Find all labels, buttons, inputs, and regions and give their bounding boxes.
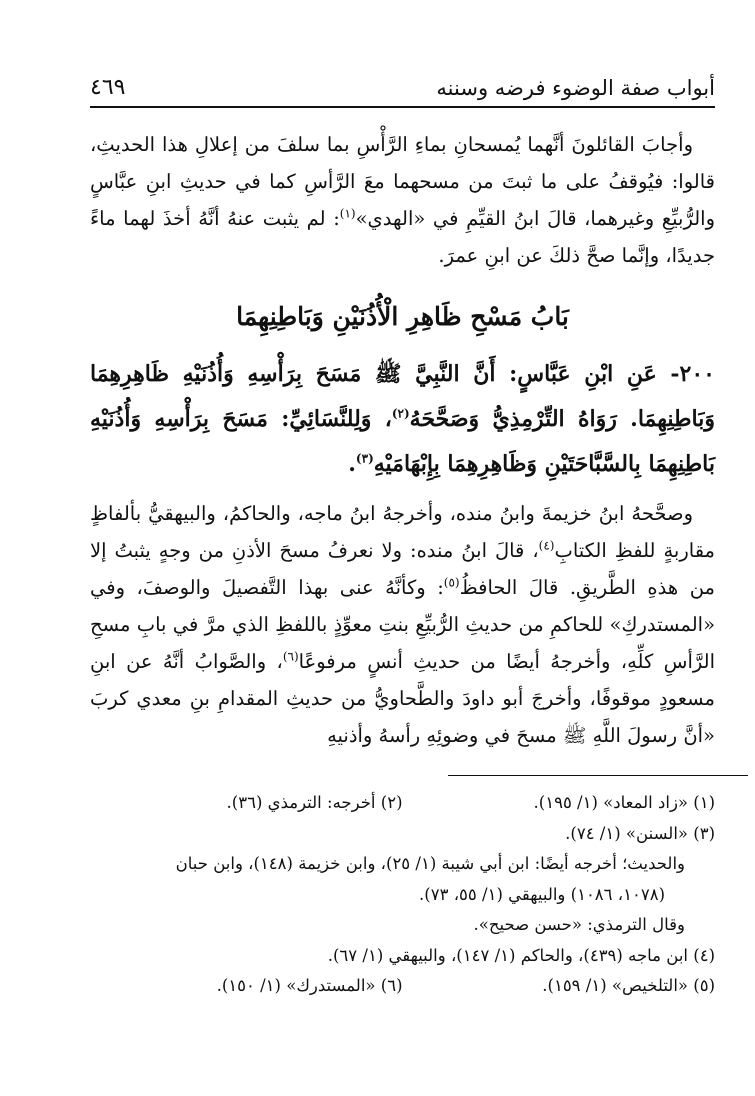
paragraph-text: وأجابَ القائلونَ أنَّهما يُمسحانِ بماءِ الرَّأْسِ بما سلفَ من إعلالِ هذا الحديثِ، قالوا: فيُوقفُ على ما ثبتَ من مسحهما معَ الرَّأسِ كما في حديثِ ابنِ عبَّاسٍ والرُّبيِّعِ وغيرهما، قالَ ابنُ القيِّمِ في «الهدي» — [90, 133, 715, 230]
hadith-text: . — [348, 451, 356, 477]
footnote-ref: (٣) — [355, 451, 374, 466]
footnote-4: (٤) ابن ماجه (٤٣٩)، والحاكم (١/ ١٤٧)، والبيهقي (١/ ٦٧). — [327, 945, 715, 965]
chapter-title: بَابُ مَسْحِ ظَاهِرِ الْأُذُنَيْنِ وَبَاطِنِهِمَا — [236, 302, 569, 331]
footnote-2: (٢) أخرجه: الترمذي (٣٦). — [226, 793, 403, 812]
paragraph-text: ، والصَّوابُ أنَّهُ عن ابنِ مسعودٍ موقوفًا، وأخرجَ أبو داودَ والطَّحاويُّ من حديثِ المقدامِ بنِ معدي كربَ «أنَّ رسولَ اللَّهِ ﷺ مسحَ في وضوئِهِ رأسهُ وأذنيهِ — [90, 650, 715, 747]
paragraph-text: : وكأنَّهُ عنى بهذا التَّفصيلَ والوصفَ، وفي «المستدركِ» للحاكمِ من حديثِ الرُّبيِّعِ بنتِ معوِّذٍ باللفظِ الذي مرَّ في بابِ مسحِ الرَّأسِ كلِّهِ، وأخرجهُ أيضًا من حديثِ أنسٍ مرفوعًا — [90, 576, 715, 673]
paragraph-text: ، قالَ ابنُ منده: ولا نعرفُ مسحَ الأذنِ من وجهٍ يثبتُ إلا من هذهِ الطَّريقِ. قالَ الحافظُ — [90, 539, 715, 599]
footnotes — [90, 788, 715, 1002]
footnote-5: (٥) «التلخيص» (١/ ١٥٩). — [542, 976, 715, 995]
paragraph-text: : لم يثبت عنهُ أنَّهُ أخذَ لهما ماءً جديدًا، وإنَّما صحَّ ذلكَ عن ابنِ عمرَ. — [90, 207, 715, 267]
hadith-200 — [90, 352, 715, 487]
footnote-6: (٦) «المستدرك» (١/ ١٥٠). — [216, 976, 403, 995]
footnote-ref: (٦) — [282, 649, 299, 664]
paragraph-1 — [90, 126, 715, 274]
page-header — [90, 60, 715, 100]
footnote-1: (١) «زاد المعاد» (١/ ١٩٥). — [533, 793, 715, 812]
header-divider — [90, 106, 715, 108]
footnote-row — [90, 788, 715, 819]
footnote-ref: (٥) — [443, 575, 460, 590]
footnote-row — [90, 971, 715, 1002]
hadith-text: عَنِ ابْنِ عَبَّاسٍ: أَنَّ النَّبِيَّ ﷺ مَسَحَ بِرَأْسِهِ وَأُذُنَيْهِ ظَاهِرِهِمَا وَبَاطِنِهِمَا. رَوَاهُ التِّرْمِذِيُّ وَصَحَّحَهُ — [90, 361, 715, 432]
footnote-3-text: (١٠٧٨، ١٠٨٦) والبيهقي (١/ ٥٥، ٧٣). — [419, 884, 665, 904]
footnote-3: (٣) «السنن» (١/ ٧٤). — [565, 823, 715, 843]
paragraph-text: وصحَّحهُ ابنُ خزيمةَ وابنُ منده، وأخرجهُ ابنُ ماجه، والحاكمُ، والبيهقيُّ بألفاظٍ مقاربةٍ للفظِ الكتابِ — [90, 502, 715, 562]
page-number: ٤٦٩ — [90, 75, 126, 100]
footnotes-divider — [448, 775, 748, 776]
running-title: أبواب صفة الوضوء فرضه وسننه — [436, 76, 715, 100]
footnote-3-text: والحديث؛ أخرجه أيضًا: ابن أبي شيبة (١/ ٢٥)، وابن خزيمة (١٤٨)، وابن حبان — [175, 854, 685, 873]
footnote-ref: (١) — [339, 206, 356, 221]
footnote-3-text: وقال الترمذي: «حسن صحيح». — [473, 915, 685, 934]
hadith-text: ، وَلِلنَّسَائِيِّ: مَسَحَ بِرَأْسِهِ وَأُذُنَيْهِ بَاطِنِهِمَا بِالسَّبَّاحَتَيْنِ وَظَاهِرِهِمَا بِإِبْهَامَيْهِ — [90, 406, 715, 477]
hadith-number: ٢٠٠- — [670, 361, 715, 387]
paragraph-2 — [90, 495, 715, 754]
footnote-ref: (٢) — [391, 406, 410, 421]
footnote-ref: (٤) — [538, 538, 555, 553]
